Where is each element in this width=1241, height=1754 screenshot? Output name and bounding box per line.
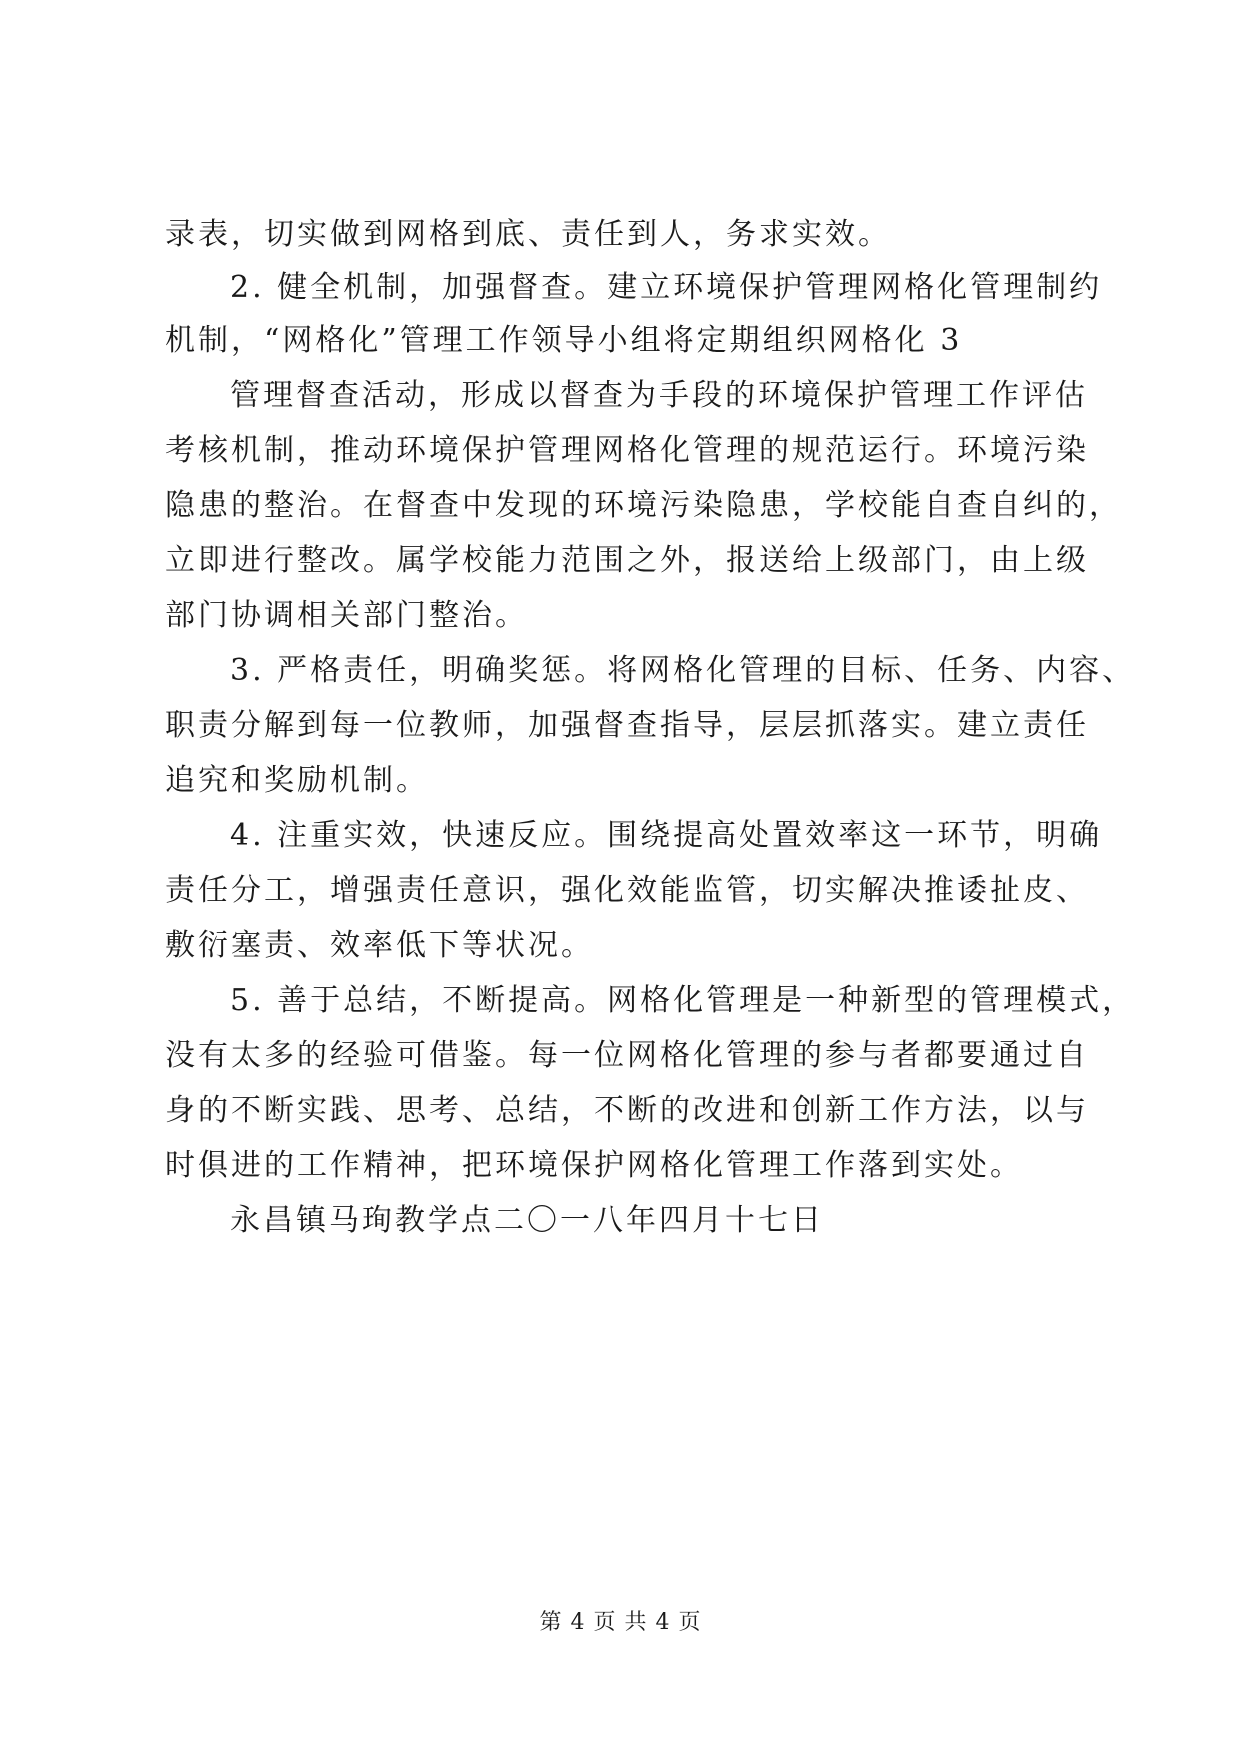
text-line: 追究和奖励机制。	[165, 763, 429, 798]
text-line: 职责分解到每一位教师，加强督查指导，层层抓落实。建立责任	[165, 708, 1089, 743]
text-line: 隐患的整治。在督查中发现的环境污染隐患，学校能自查自纠的，	[165, 488, 1122, 523]
text-line: 身的不断实践、思考、总结，不断的改进和创新工作方法，以与	[165, 1093, 1089, 1128]
signature-line: 永昌镇马珣教学点二〇一八年四月十七日	[230, 1203, 824, 1238]
text-line: 考核机制，推动环境保护管理网格化管理的规范运行。环境污染	[165, 433, 1089, 468]
text-line: 管理督查活动，形成以督查为手段的环境保护管理工作评估	[230, 378, 1088, 413]
text-line: 部门协调相关部门整治。	[165, 598, 528, 633]
text-line: 敷衍塞责、效率低下等状况。	[165, 928, 594, 963]
text-line: 责任分工，增强责任意识，强化效能监管，切实解决推诿扯皮、	[165, 873, 1089, 908]
page-number: 第 4 页 共 4 页	[539, 1610, 702, 1635]
text-line: 时俱进的工作精神，把环境保护网格化管理工作落到实处。	[165, 1148, 1023, 1183]
text-line: 录表，切实做到网格到底、责任到人，务求实效。	[165, 217, 891, 252]
text-line: 4. 注重实效，快速反应。围绕提高处置效率这一环节，明确	[230, 818, 1103, 853]
text-line: 3. 严格责任，明确奖惩。将网格化管理的目标、任务、内容、	[230, 653, 1136, 688]
text-line: 没有太多的经验可借鉴。每一位网格化管理的参与者都要通过自	[165, 1038, 1089, 1073]
text-line: 机制，“网格化”管理工作领导小组将定期组织网格化 3	[165, 323, 963, 358]
text-line: 立即进行整改。属学校能力范围之外，报送给上级部门，由上级	[165, 543, 1089, 578]
text-line: 2. 健全机制，加强督查。建立环境保护管理网格化管理制约	[230, 270, 1103, 305]
text-line: 5. 善于总结，不断提高。网格化管理是一种新型的管理模式，	[230, 983, 1136, 1018]
